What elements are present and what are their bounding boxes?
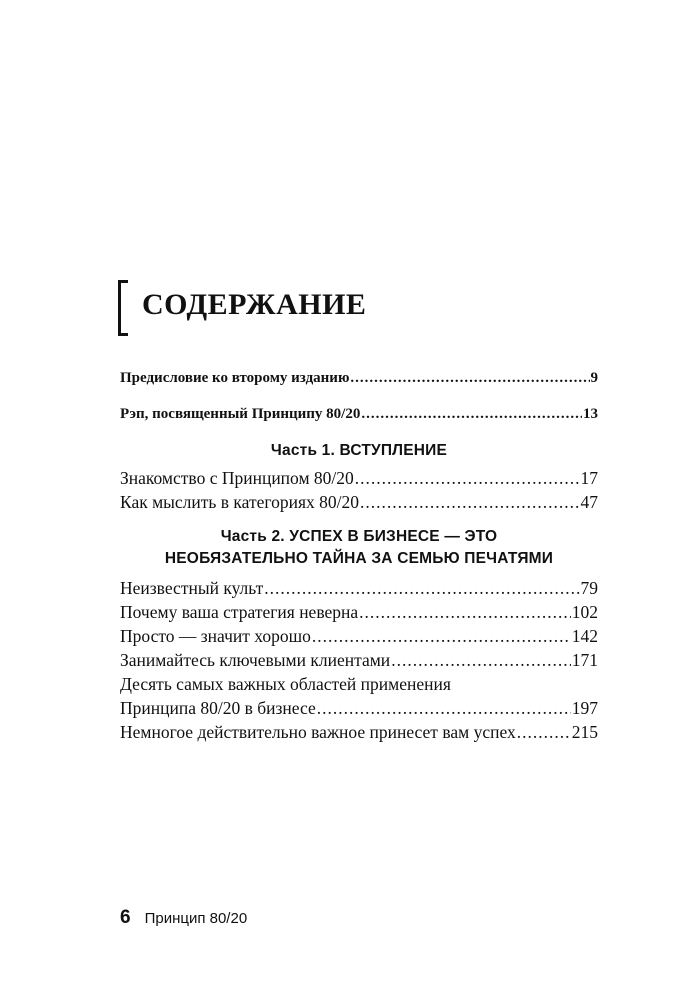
toc-entry-page: 9 xyxy=(590,370,598,386)
toc-entry-title: Немногое действительно важное принесет вам успех xyxy=(120,722,516,742)
toc-entry-title: Как мыслить в категориях 80/20 xyxy=(120,492,360,512)
toc-entry[interactable] xyxy=(120,696,598,720)
toc-entry[interactable] xyxy=(120,466,598,490)
bracket-ornament xyxy=(118,280,128,336)
toc-entry-page: 197 xyxy=(571,698,598,718)
toc-entry-title: Принципа 80/20 в бизнесе xyxy=(120,698,316,718)
part2-title-line2[interactable]: НЕОБЯЗАТЕЛЬНО ТАЙНА ЗА СЕМЬЮ ПЕЧАТЯМИ xyxy=(164,550,554,567)
dot-leader xyxy=(350,366,589,390)
dot-leader xyxy=(391,648,571,672)
table-of-contents xyxy=(120,366,598,744)
toc-entry-page: 171 xyxy=(571,650,598,670)
dot-leader xyxy=(359,600,571,624)
dot-leader xyxy=(312,624,571,648)
toc-entry-page: 79 xyxy=(580,578,598,598)
page-number: 6 xyxy=(120,907,131,928)
toc-entry[interactable] xyxy=(120,600,598,624)
toc-entry-page: 102 xyxy=(571,602,598,622)
toc-entry-page: 142 xyxy=(571,626,598,646)
toc-entry-page: 47 xyxy=(580,492,598,512)
part1-title[interactable]: Часть 1. ВСТУПЛЕНИЕ xyxy=(270,442,448,459)
toc-entry-title: Рэп, посвященный Принципу 80/20 xyxy=(120,406,361,422)
toc-entry-title: Неизвестный культ xyxy=(120,578,264,598)
contents-title: СОДЕРЖАНИЕ xyxy=(142,288,367,321)
toc-entry-title: Знакомство с Принципом 80/20 xyxy=(120,468,354,488)
dot-leader xyxy=(355,466,580,490)
part2-title-line1[interactable]: Часть 2. УСПЕХ В БИЗНЕСЕ — ЭТО xyxy=(220,528,498,545)
toc-entry[interactable] xyxy=(120,576,598,600)
toc-entry-title: Десять самых важных областей применения xyxy=(120,674,451,694)
toc-entry-title: Просто — значит хорошо xyxy=(120,626,311,646)
dot-leader xyxy=(517,720,571,744)
dot-leader xyxy=(264,576,579,600)
toc-entry-title: Почему ваша стратегия неверна xyxy=(120,602,359,622)
toc-entry-preface[interactable] xyxy=(120,366,598,390)
toc-entry[interactable] xyxy=(120,624,598,648)
toc-entry-first-line[interactable] xyxy=(120,672,598,696)
toc-entry-title: Предисловие ко второму изданию xyxy=(120,370,350,386)
toc-entry-title: Занимайтесь ключевыми клиентами xyxy=(120,650,391,670)
dot-leader xyxy=(360,490,579,514)
toc-entry[interactable] xyxy=(120,490,598,514)
running-title: Принцип 80/20 xyxy=(144,910,248,927)
toc-entry-rap[interactable] xyxy=(120,402,598,426)
toc-entry-page: 215 xyxy=(571,722,598,742)
toc-entry-page: 17 xyxy=(580,468,598,488)
dot-leader xyxy=(317,696,571,720)
toc-entry[interactable] xyxy=(120,648,598,672)
toc-entry-page: 13 xyxy=(583,406,598,422)
dot-leader xyxy=(361,402,582,426)
toc-entry[interactable] xyxy=(120,720,598,744)
page-footer xyxy=(120,907,247,929)
